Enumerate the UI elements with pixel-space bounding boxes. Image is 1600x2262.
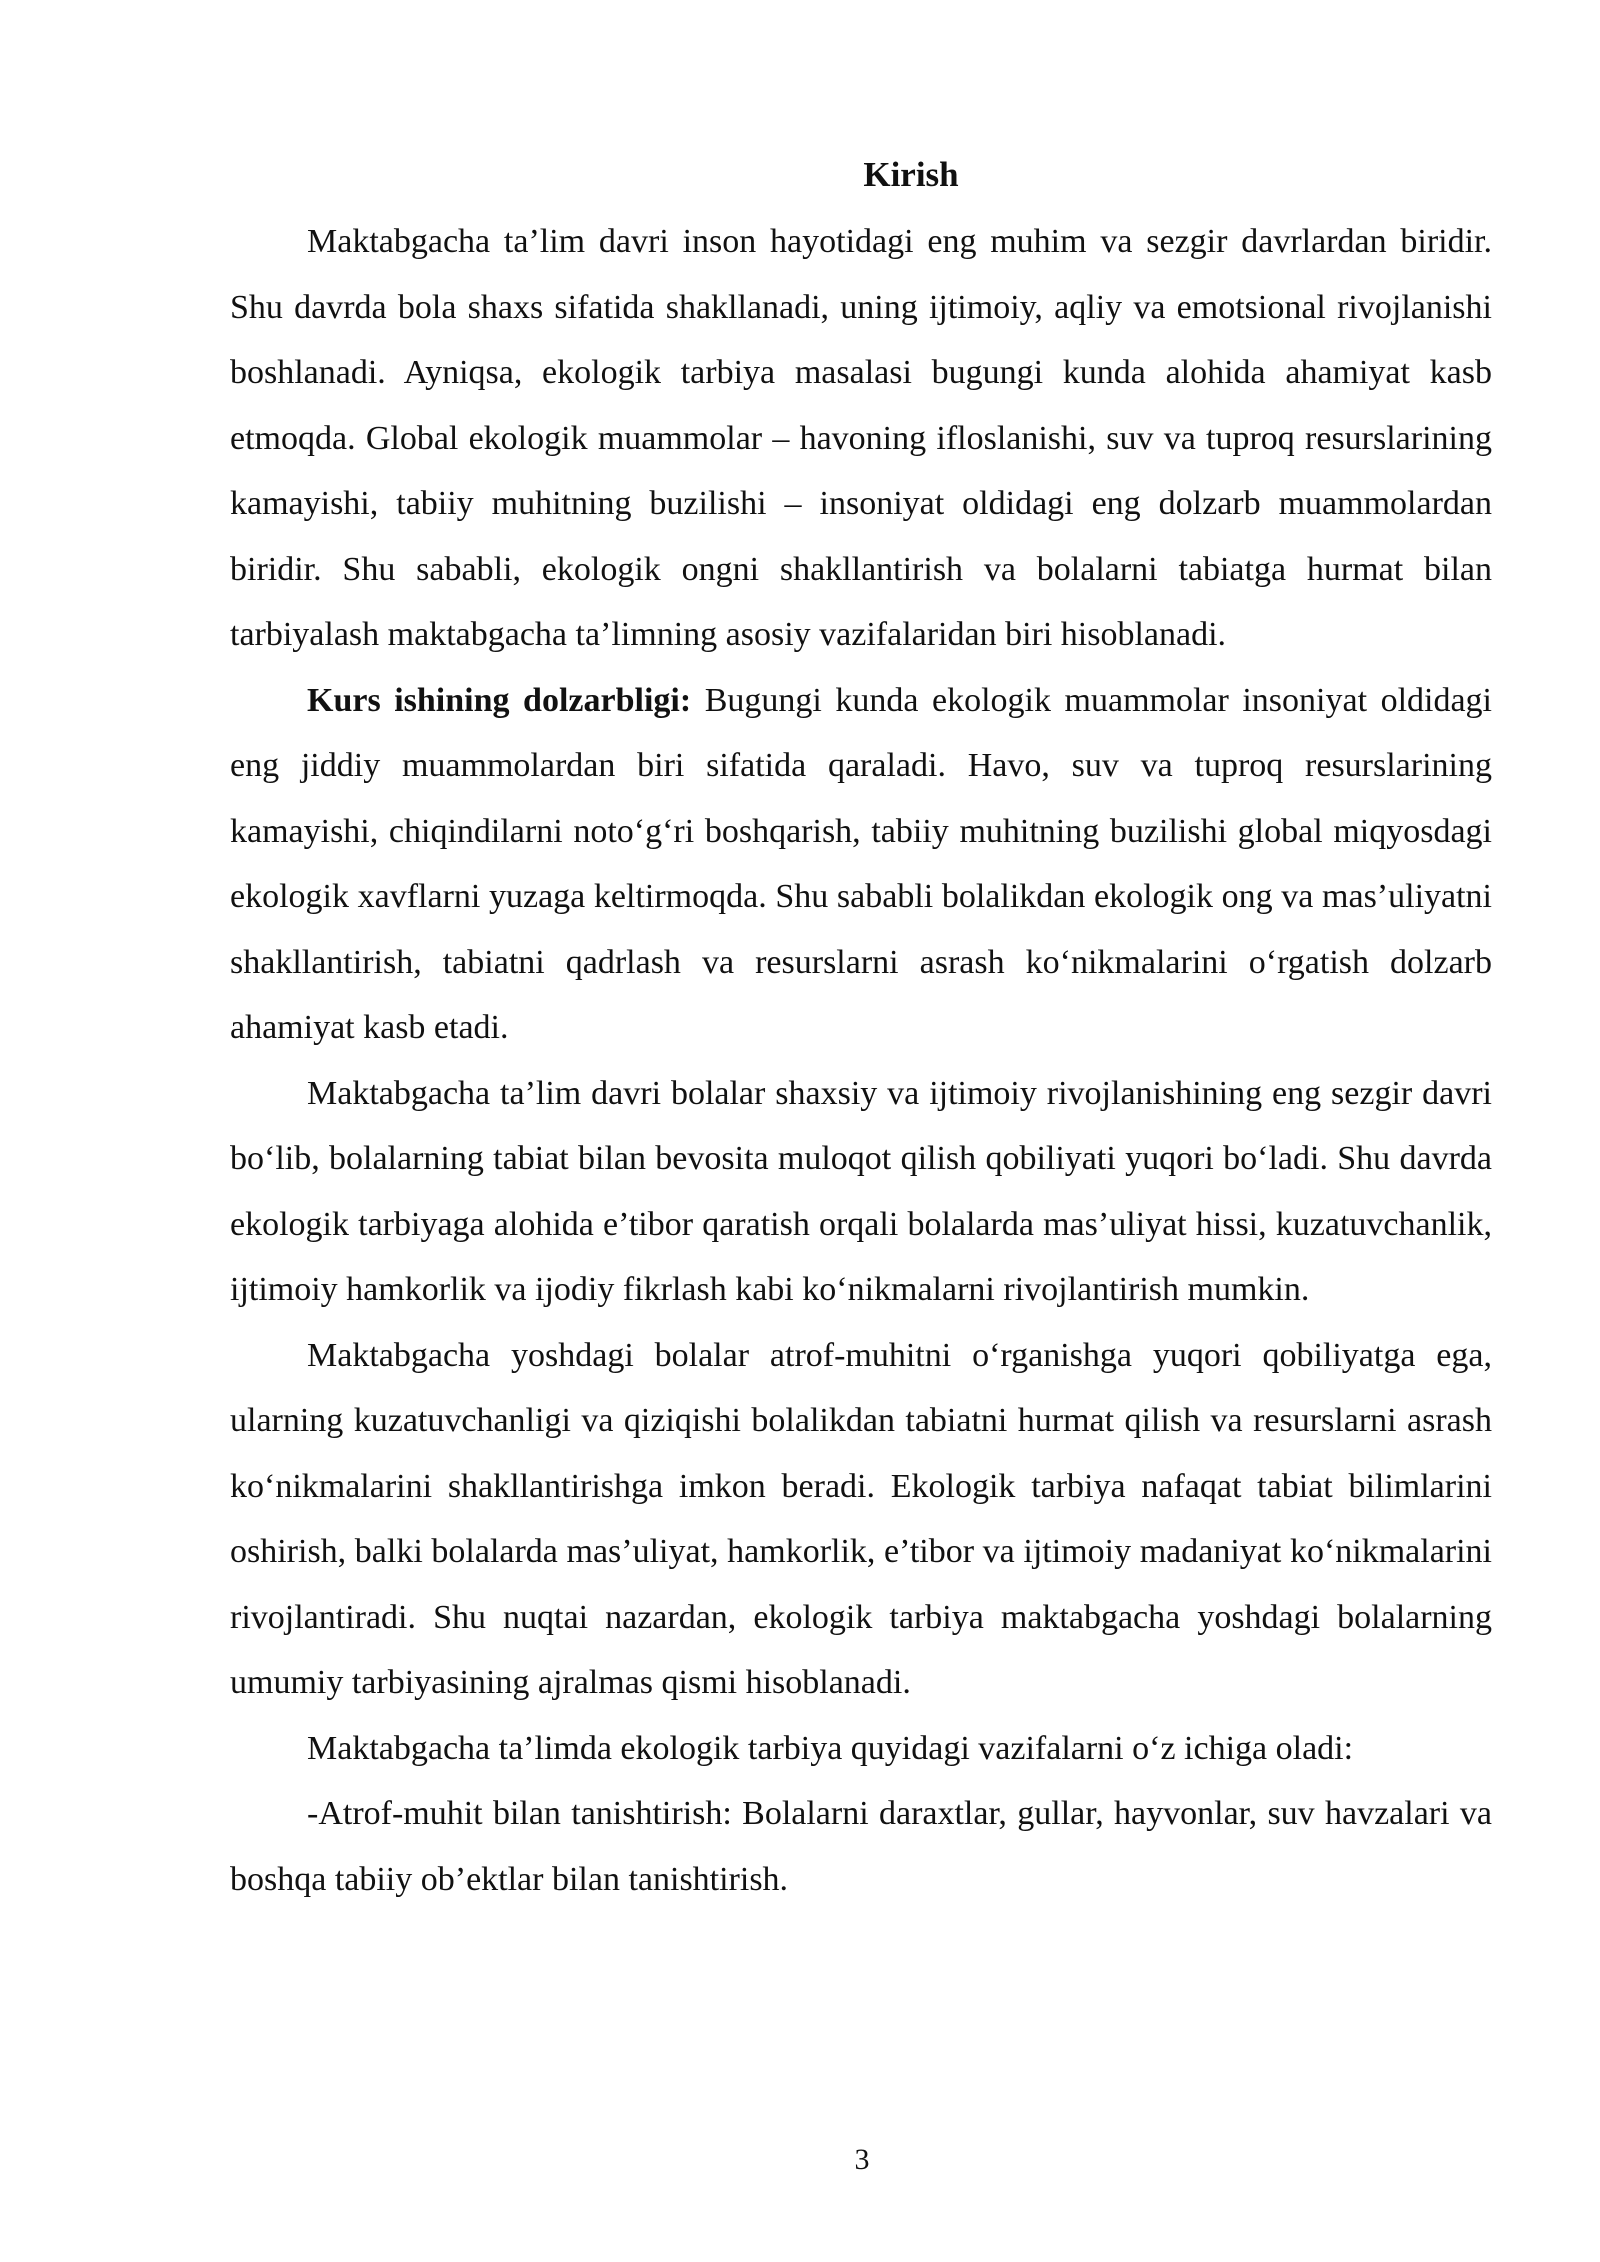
paragraph-tasks-intro <box>230 1716 1492 1782</box>
paragraph-preschool-age <box>230 1323 1492 1716</box>
paragraph-text: Maktabgacha ta’lim davri bolalar shaxsiy va ijtimoiy rivojlanishining eng sezgir davri bo‘lib, bolalarning tabiat bilan bevosita muloqot qilish qobiliyati yuqori bo‘ladi. Shu davrda ekologik tarbiyaga alohida e’tibor qaratish orqali bolalarda mas’uliyat hissi, kuzatuvchanlik, ijtimoiy hamkorlik va ijodiy fikrlash kabi ko‘nikmalarni rivojlantirish mumkin. <box>230 1074 1492 1308</box>
paragraph-intro <box>230 209 1492 668</box>
page-title: Kirish <box>863 155 959 194</box>
paragraph-task-item <box>230 1781 1492 1912</box>
paragraph-text: Bugungi kunda ekologik muammolar insoniyat oldidagi eng jiddiy muammolardan biri sifatida qaraladi. Havo, suv va tuproq resurslarining kamayishi, chiqindilarni noto‘g‘ri boshqarish, tabiiy muhitning buzilishi global miqyosdagi ekologik xavflarni yuzaga keltirmoqda. Shu sababli bolalikdan ekologik ong va mas’uliyatni shakllantirish, tabiatni qadrlash va resurslarni asrash ko‘nikmalarini o‘rgatish dolzarb ahamiyat kasb etadi. <box>230 681 1492 1046</box>
document-page <box>230 145 1492 1912</box>
paragraph-relevance <box>230 668 1492 1061</box>
paragraph-text: Maktabgacha yoshdagi bolalar atrof-muhitni o‘rganishga yuqori qobiliyatga ega, ularning kuzatuvchanligi va qiziqishi bolalikdan tabiatni hurmat qilish va resurslarni asrash ko‘nikmalarini shakllantirishga imkon beradi. Ekologik tarbiya nafaqat tabiat bilimlarini oshirish, balki bolalarda mas’uliyat, hamkorlik, e’tibor va ijtimoiy madaniyat ko‘nikmalarini rivojlantiradi. Shu nuqtai nazardan, ekologik tarbiya maktabgacha yoshdagi bolalarning umumiy tarbiyasining ajralmas qismi hisoblanadi. <box>230 1336 1492 1701</box>
paragraph-text: Maktabgacha ta’limda ekologik tarbiya quyidagi vazifalarni o‘z ichiga oladi: <box>307 1729 1354 1767</box>
paragraph-text: -Atrof-muhit bilan tanishtirish: Bolalarni daraxtlar, gullar, hayvonlar, suv havzalari va boshqa tabiiy ob’ektlar bilan tanishtirish. <box>230 1795 1492 1898</box>
page-number: 3 <box>854 2143 870 2176</box>
paragraph-lead-bold: Kurs ishining dolzarbligi: <box>307 681 692 719</box>
paragraph-preschool-period <box>230 1061 1492 1323</box>
paragraph-text: Maktabgacha ta’lim davri inson hayotidagi eng muhim va sezgir davrlardan biridir. Shu davrda bola shaxs sifatida shakllanadi, uning ijtimoiy, aqliy va emotsional rivojlanishi boshlanadi. Ayniqsa, ekologik tarbiya masalasi bugungi kunda alohida ahamiyat kasb etmoqda. Global ekologik muammolar – havoning ifloslanishi, suv va tuproq resurslarining kamayishi, tabiiy muhitning buzilishi – insoniyat oldidagi eng dolzarb muammolardan biridir. Shu sababli, ekologik ongni shakllantirish va bolalarni tabiatga hurmat bilan tarbiyalash maktabgacha ta’limning asosiy vazifalaridan biri hisoblanadi. <box>230 223 1492 653</box>
